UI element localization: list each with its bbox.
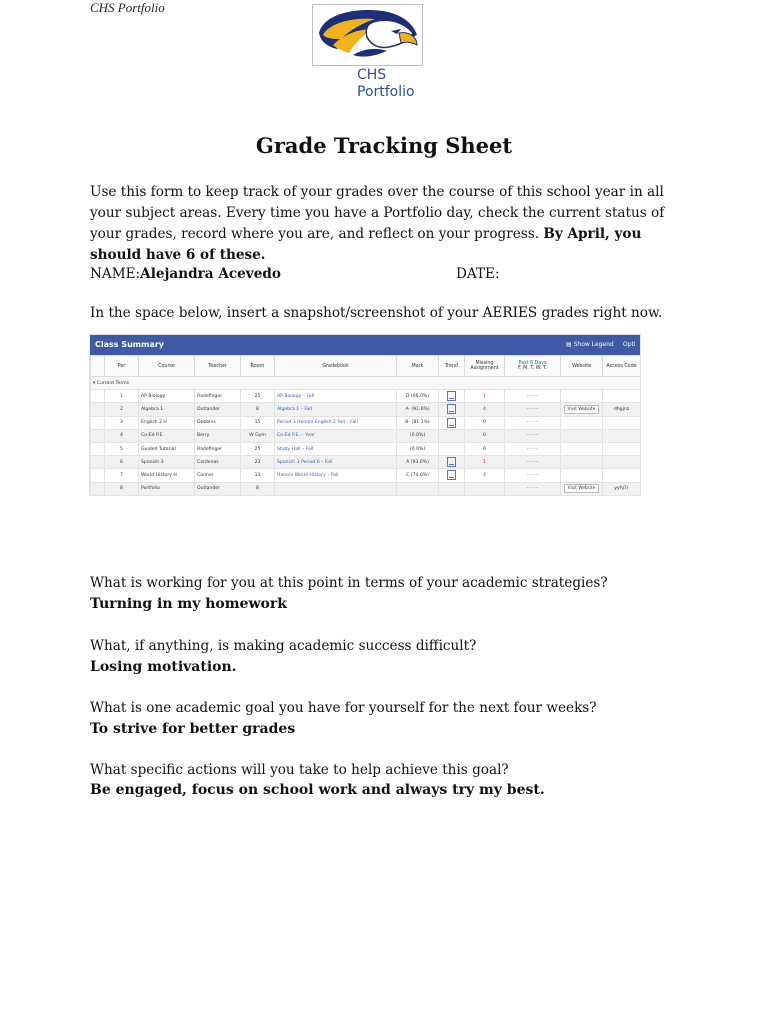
terms-label: ▾ Current Terms bbox=[91, 377, 641, 390]
cell-gradebook-link[interactable]: Algebra 1 – Fall bbox=[275, 403, 397, 416]
cell-past-days: - - - - bbox=[505, 403, 561, 416]
cell-room: 25 bbox=[241, 390, 275, 403]
header-cell: Per bbox=[105, 356, 139, 377]
cell-access-code bbox=[603, 442, 641, 455]
cell-period: 5 bbox=[105, 442, 139, 455]
cell-teacher: Radefinger bbox=[195, 442, 241, 455]
cell-period: 3 bbox=[105, 416, 139, 429]
cell-course: Algebra 1 bbox=[139, 403, 195, 416]
cell-course: Portfolio bbox=[139, 482, 195, 495]
header-cell: Missing Assignment bbox=[465, 356, 505, 377]
cell-past-days: - - - - bbox=[505, 429, 561, 442]
cell-trend bbox=[439, 469, 465, 482]
cell-missing: 1 bbox=[465, 390, 505, 403]
cell-period: 1 bbox=[105, 390, 139, 403]
snapshot-instruction: In the space below, insert a snapshot/screenshot of your AERIES grades right now. bbox=[90, 305, 663, 321]
cell-access-code bbox=[603, 469, 641, 482]
cell-blank bbox=[91, 442, 105, 455]
cell-course: Spanish 3 bbox=[139, 456, 195, 469]
header-cell: Course bbox=[139, 356, 195, 377]
table-row bbox=[91, 390, 641, 403]
cell-mark: A (93.0%) bbox=[397, 456, 439, 469]
cell-teacher: Outlander bbox=[195, 482, 241, 495]
cell-missing: 0 bbox=[465, 429, 505, 442]
cell-website[interactable] bbox=[561, 442, 603, 455]
cell-course: Guided Tutorial bbox=[139, 442, 195, 455]
header-cell: Trend bbox=[439, 356, 465, 377]
cell-blank bbox=[91, 429, 105, 442]
cell-room: W Gym bbox=[241, 429, 275, 442]
cell-course: World History H bbox=[139, 469, 195, 482]
cell-teacher: Outlander bbox=[195, 403, 241, 416]
answer-1: Turning in my homework bbox=[90, 596, 287, 612]
cell-missing: 0 bbox=[465, 416, 505, 429]
table-row bbox=[91, 482, 641, 495]
cell-blank bbox=[91, 390, 105, 403]
cell-gradebook-link[interactable]: AP Biology – Fall bbox=[275, 390, 397, 403]
cell-period: 4 bbox=[105, 429, 139, 442]
header-cell: Mark bbox=[397, 356, 439, 377]
cell-missing bbox=[465, 482, 505, 495]
cell-period: 7 bbox=[105, 469, 139, 482]
cell-teacher: Berry bbox=[195, 429, 241, 442]
cell-gradebook-link[interactable] bbox=[275, 482, 397, 495]
cell-gradebook-link[interactable]: Study Hall – Fall bbox=[275, 442, 397, 455]
options-link: Opti bbox=[623, 341, 636, 348]
snapshot-title: Class Summary bbox=[95, 340, 165, 349]
cell-room: 23 bbox=[241, 456, 275, 469]
cell-website[interactable] bbox=[561, 390, 603, 403]
cell-blank bbox=[91, 482, 105, 495]
trend-chart-icon[interactable] bbox=[447, 404, 456, 414]
cell-past-days: - - - - bbox=[505, 469, 561, 482]
cell-access-code: dhgjnz bbox=[603, 403, 641, 416]
cell-website[interactable] bbox=[561, 416, 603, 429]
header-cell: Room bbox=[241, 356, 275, 377]
answer-3: To strive for better grades bbox=[90, 721, 296, 737]
intro-text: Use this form to keep track of your grades over the course of this school year in all your subject areas. Every time you have a Portfolio day, check the current status of your grades, record where you are, and reflect on your progress. bbox=[90, 184, 665, 242]
trend-chart-icon[interactable] bbox=[447, 470, 456, 480]
cell-missing: 1 bbox=[465, 456, 505, 469]
cell-missing: 0 bbox=[465, 442, 505, 455]
cell-period: 6 bbox=[105, 456, 139, 469]
cell-missing: 4 bbox=[465, 469, 505, 482]
header-cell bbox=[505, 356, 561, 377]
visit-website-button[interactable]: Visit Website bbox=[564, 405, 600, 414]
header-cell: Access Code bbox=[603, 356, 641, 377]
question-3: What is one academic goal you have for yourself for the next four weeks? bbox=[90, 700, 597, 716]
cell-course: Co-Ed P.E. bbox=[139, 429, 195, 442]
snapshot-header bbox=[90, 335, 640, 355]
cell-website[interactable] bbox=[561, 469, 603, 482]
cell-trend bbox=[439, 403, 465, 416]
cell-access-code bbox=[603, 429, 641, 442]
header-cell-blank bbox=[91, 356, 105, 377]
trend-chart-icon[interactable] bbox=[447, 391, 456, 401]
table-header-row bbox=[91, 356, 641, 377]
cell-blank bbox=[91, 456, 105, 469]
cell-trend bbox=[439, 390, 465, 403]
past-days-letters: F. M. T. W. T. bbox=[518, 366, 547, 371]
cell-access-code bbox=[603, 390, 641, 403]
eagle-logo bbox=[312, 4, 423, 66]
cell-mark: C (74.6%) bbox=[397, 469, 439, 482]
cell-period: 8 bbox=[105, 482, 139, 495]
cell-teacher: Conner bbox=[195, 469, 241, 482]
date-label: DATE: bbox=[456, 266, 500, 282]
terms-group-row bbox=[91, 377, 641, 390]
logo-caption bbox=[357, 67, 415, 101]
intro-paragraph bbox=[90, 182, 690, 266]
cell-room: 8 bbox=[241, 482, 275, 495]
cell-trend bbox=[439, 416, 465, 429]
table-row bbox=[91, 429, 641, 442]
question-4: What specific actions will you take to help achieve this goal? bbox=[90, 762, 509, 778]
cell-gradebook-link[interactable]: Co-Ed P.E. – Year bbox=[275, 429, 397, 442]
header-corner-text: CHS Portfolio bbox=[90, 0, 165, 15]
cell-mark: A- (91.6%) bbox=[397, 403, 439, 416]
cell-room: 15 bbox=[241, 416, 275, 429]
cell-website[interactable] bbox=[561, 456, 603, 469]
table-row bbox=[91, 456, 641, 469]
past-days-label: Past 6 Days bbox=[518, 361, 547, 366]
cell-past-days: - - - - bbox=[505, 390, 561, 403]
name-label: NAME: bbox=[90, 266, 141, 282]
show-legend-label: Show Legend bbox=[573, 341, 614, 348]
cell-past-days: - - - - bbox=[505, 456, 561, 469]
name-value: Alejandra Acevedo bbox=[140, 266, 281, 282]
cell-teacher: Radefinger bbox=[195, 390, 241, 403]
cell-trend bbox=[439, 442, 465, 455]
question-1: What is working for you at this point in terms of your academic strategies? bbox=[90, 575, 608, 591]
cell-past-days: - - - - bbox=[505, 482, 561, 495]
trend-chart-icon[interactable] bbox=[447, 418, 456, 428]
table-row bbox=[91, 416, 641, 429]
cell-gradebook-link[interactable]: Spanish 3 Period 6 – Fall bbox=[275, 456, 397, 469]
cell-mark: D (66.0%) bbox=[397, 390, 439, 403]
cell-access-code: yyhj7r bbox=[603, 482, 641, 495]
cell-gradebook-link[interactable]: Period 3 Honors English 2 Fall – Fall bbox=[275, 416, 397, 429]
cell-teacher: Dobbins bbox=[195, 416, 241, 429]
show-legend-link: ▤ Show Legend bbox=[566, 341, 614, 348]
cell-course: English 2 H bbox=[139, 416, 195, 429]
logo-caption-line1: CHS bbox=[357, 67, 387, 83]
name-line bbox=[90, 266, 281, 282]
cell-teacher: Cardenas bbox=[195, 456, 241, 469]
cell-blank bbox=[91, 403, 105, 416]
cell-period: 2 bbox=[105, 403, 139, 416]
answer-2: Losing motivation. bbox=[90, 659, 237, 675]
cell-mark: (0.0%) bbox=[397, 429, 439, 442]
cell-course: AP Biology bbox=[139, 390, 195, 403]
table-row bbox=[91, 403, 641, 416]
cell-trend bbox=[439, 456, 465, 469]
terms-label-text: Current Terms bbox=[96, 380, 130, 386]
cell-access-code bbox=[603, 416, 641, 429]
cell-trend bbox=[439, 482, 465, 495]
class-summary-table bbox=[90, 355, 640, 495]
trend-chart-icon[interactable] bbox=[447, 457, 456, 467]
cell-mark bbox=[397, 482, 439, 495]
cell-room: 25 bbox=[241, 442, 275, 455]
eagle-logo-icon bbox=[313, 5, 422, 65]
cell-blank bbox=[91, 416, 105, 429]
aeries-snapshot bbox=[90, 335, 640, 495]
cell-past-days: - - - - bbox=[505, 442, 561, 455]
cell-website[interactable] bbox=[561, 429, 603, 442]
cell-website[interactable] bbox=[561, 482, 603, 495]
cell-blank bbox=[91, 469, 105, 482]
cell-room: 13 bbox=[241, 469, 275, 482]
cell-room: 8 bbox=[241, 403, 275, 416]
table-row bbox=[91, 442, 641, 455]
visit-website-button[interactable]: Visit Website bbox=[564, 484, 600, 493]
cell-website[interactable] bbox=[561, 403, 603, 416]
cell-missing: 4 bbox=[465, 403, 505, 416]
question-2: What, if anything, is making academic success difficult? bbox=[90, 638, 477, 654]
cell-mark: (0.0%) bbox=[397, 442, 439, 455]
logo-caption-line2: Portfolio bbox=[357, 84, 415, 100]
header-cell: Gradebook bbox=[275, 356, 397, 377]
cell-gradebook-link[interactable]: Honors World History – Fall bbox=[275, 469, 397, 482]
intro-bold-text: By April, you should have 6 of these. bbox=[90, 226, 642, 263]
cell-trend bbox=[439, 429, 465, 442]
page-title: Grade Tracking Sheet bbox=[255, 133, 513, 158]
answer-4: Be engaged, focus on school work and always try my best. bbox=[90, 782, 545, 798]
cell-past-days: - - - - bbox=[505, 416, 561, 429]
header-cell: Teacher bbox=[195, 356, 241, 377]
cell-access-code bbox=[603, 456, 641, 469]
header-cell: Website bbox=[561, 356, 603, 377]
cell-mark: B- (81.1%) bbox=[397, 416, 439, 429]
table-row bbox=[91, 469, 641, 482]
